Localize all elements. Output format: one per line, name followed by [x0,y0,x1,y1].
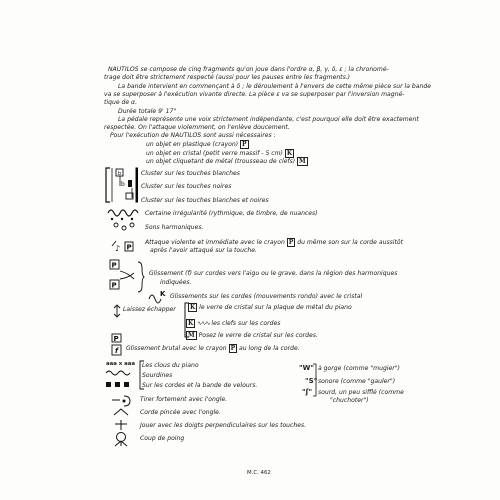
intro-line-2: trage doit être strictement respecté (aussi pour les pauses entre les fragments.) [104,74,351,81]
perp-label: Jouer avec les doigts perpendiculaires sur les touches. [140,422,307,429]
k-glass-text: le verre de cristal sur la plaque de métal du piano [199,304,352,311]
object-plastic-text: un objet en plastique (crayon) [146,141,239,148]
intro-line-4: va se superposer à l'exécution vivante directe. La pièce ε va se superposer par l'inversion magné- [104,91,405,98]
brutal-p-box: P [230,345,236,352]
object-metal [146,157,308,166]
m-glass-text: Posez le verre de cristal sur les cordes. [198,332,318,339]
cluster-white-label: Cluster sur les touches blanches [141,170,240,177]
attack-line-2: après l'avoir attaqué sur la touche. [150,247,257,254]
pull-nail-icon [110,393,134,407]
svg-text:b: b [121,181,125,188]
w-symbol: "W" [299,364,315,372]
attack-text-1: Attaque violente et immédiate avec le crayon [145,239,285,246]
gliss-line-1: Glissement (f) sur cordes vers l'aigu ou le grave, dans la région des harmoniques [149,270,398,277]
symbol-k-box: K [286,150,293,157]
svg-text:b: b [118,171,122,177]
k-box-1: K [190,304,196,311]
small-marks: aaa x aaa [106,361,136,367]
object-plastic [146,140,249,149]
rope-gliss-label: Glissements sur les cordes (mouvements rondo) avec le cristal [170,293,363,300]
object-crystal-text: un objet en cristal (petit verre massif - 5 cm) [146,150,283,157]
let-ring-label: Laissez échapper [123,306,176,313]
attack-text-2: du même son sur la corde aussitôt [297,239,404,246]
symbol-m-box: M [299,158,306,165]
nails-label: Les clous du piano [142,362,199,369]
k-glass-row [188,303,352,312]
fist-icon [111,431,131,447]
glissando-icon [110,260,144,296]
pinched-label: Corde pincée avec l'ongle. [140,409,221,416]
intro-line-8: respectée. On l'attaque violemment, on l'enlève doucement. [104,124,290,131]
f-symbol: "ʃ" [302,388,313,396]
intro-line-7: La pédale représente une voix strictement indépendante, c'est pourquoi elle doit être exactement [118,116,419,123]
dampers-label: Sourdines [142,372,173,379]
brutal-row [126,344,300,353]
svg-text:P: P [111,281,117,290]
intro-line-1: NAUTILOS se compose de cinq fragments qu'on joue dans l'ordre α, β, γ, δ, ε ; la chronomé- [108,66,389,73]
k-keys-text: les clefs sur les cordes [211,320,281,327]
k-keys-row [186,319,280,328]
irregular-wave-icon [108,207,142,221]
svg-text:♪: ♪ [115,244,121,253]
m-box: M [188,332,195,339]
fist-label: Coup de poing [140,435,185,442]
s-text: sonore (comme "gauler") [318,378,396,385]
irregular-label: Certaine irrégularité (rythmique, de timbre, de nuances) [145,210,318,217]
s-symbol: "S" [305,377,318,385]
object-metal-text: un objet cliquetant de métal (trousseau de clefs) [146,158,296,165]
intro-line-9: Pour l'exécution de NAUTILOS sont aussi nécessaires : [110,132,276,139]
intro-line-3: La bande intervient en commençant à δ ; le déroulement à l'envers de cette même pièce sur la bande [118,83,431,90]
svg-text:P: P [111,261,117,270]
vocal-bracket-icon [312,363,318,397]
cluster-black-label: Cluster sur les touches noires [141,183,232,190]
let-ring-arrow-icon [112,304,122,318]
rope-gliss-icon [148,289,168,303]
damper-icon [106,368,136,382]
k-box-2: K [188,320,194,327]
duration: Durée totale 9' 17" [118,108,177,115]
velvet-squares-icon [106,381,136,389]
page-code: M.C. 462 [247,470,271,476]
velvet-label: Sur les cordes et la bande de velours. [142,382,258,389]
f-text-2: "chuchoter") [330,397,369,404]
perpendicular-fingers-icon [113,419,129,431]
svg-text:f: f [115,347,119,355]
pinched-icon [112,407,130,417]
attack-p-box: P [288,239,294,246]
gliss-line-2: indiquées. [160,279,192,286]
brutal-gliss-icon [111,334,123,356]
m-glass-row [186,331,318,340]
svg-text:P: P [113,335,119,343]
harmonics-icon [112,221,136,233]
svg-text:K: K [160,290,166,298]
brutal-text-1: Glissement brutal avec le crayon [126,345,227,352]
intro-line-5: tique de α. [104,99,138,106]
attack-line-1 [145,238,403,247]
keys-wave-icon: ∿∿∿ [197,320,210,327]
brutal-text-2: au long de la corde. [239,345,300,352]
symbol-p-box: P [242,141,247,148]
harmonics-label: Sons harmoniques. [145,224,204,231]
cluster-both-label: Cluster sur les touches blanches et noires [141,197,269,204]
attack-symbol-icon [110,237,138,255]
svg-text:P: P [126,243,132,252]
f-text-1: sourd, un peu sifflé (comme [318,389,404,396]
w-text: à gorge (comme "mugier") [318,365,400,372]
pull-label: Tirer fortement avec l'ongle. [140,396,228,403]
